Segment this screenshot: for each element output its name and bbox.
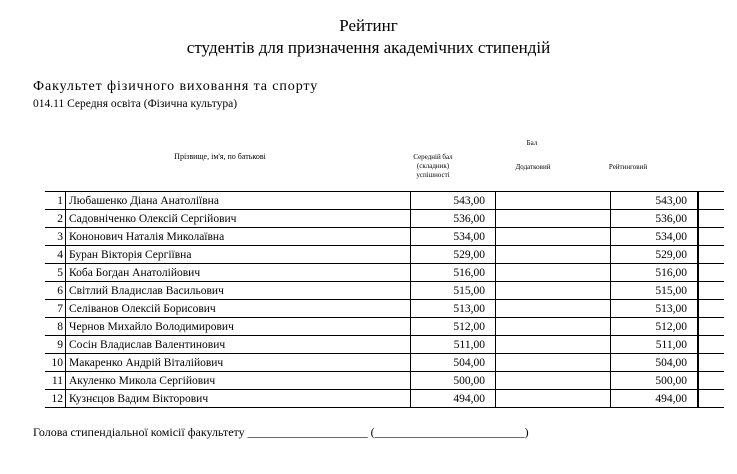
- rating-score: 515,00: [611, 282, 698, 300]
- row-tail-divider: [698, 210, 699, 227]
- program-name: 014.11 Середня освіта (Фізична культура): [33, 98, 238, 110]
- avg-score: 500,00: [411, 372, 496, 390]
- row-tail-cell: [698, 318, 725, 336]
- student-name: Любашенко Діана Анатоліївна: [66, 192, 411, 210]
- avg-score: 494,00: [411, 390, 496, 408]
- student-name: Садовніченко Олексій Сергійович: [66, 210, 411, 228]
- additional-score: [496, 192, 611, 210]
- row-tail-cell: [698, 282, 725, 300]
- table-row: [45, 354, 724, 372]
- document-title: Рейтинг: [339, 16, 398, 35]
- footer-signature-line: Голова стипендіальної комісії факультету ____________________ (_________________________): [33, 425, 529, 439]
- additional-score: [496, 246, 611, 264]
- row-number: 12: [45, 390, 66, 408]
- student-name: Чернов Михайло Володимирович: [66, 318, 411, 336]
- row-tail-cell: [698, 228, 725, 246]
- row-number: 6: [45, 282, 66, 300]
- row-tail-divider: [698, 372, 699, 389]
- avg-score: 529,00: [411, 246, 496, 264]
- row-tail-cell: [698, 390, 725, 408]
- additional-score: [496, 354, 611, 372]
- student-name: Світлий Владислав Васильович: [66, 282, 411, 300]
- student-name: Макаренко Андрій Віталійович: [66, 354, 411, 372]
- table-row: [45, 210, 724, 228]
- row-tail-cell: [698, 246, 725, 264]
- student-name: Коба Богдан Анатолійович: [66, 264, 411, 282]
- additional-score: [496, 210, 611, 228]
- row-number: 9: [45, 336, 66, 354]
- row-tail-divider: [698, 318, 699, 335]
- rating-score: 534,00: [611, 228, 698, 246]
- row-tail-cell: [698, 354, 725, 372]
- rating-score: 536,00: [611, 210, 698, 228]
- additional-score: [496, 390, 611, 408]
- header-name: Прізвище, ім'я, по батькові: [174, 152, 266, 161]
- row-number: 1: [45, 192, 66, 210]
- row-tail-divider: [698, 390, 699, 407]
- row-tail-divider: [698, 192, 699, 209]
- table-row: [45, 282, 724, 300]
- row-tail-cell: [698, 192, 725, 210]
- additional-score: [496, 228, 611, 246]
- row-tail-divider: [698, 354, 699, 371]
- row-tail-cell: [698, 264, 725, 282]
- row-tail-cell: [698, 210, 725, 228]
- additional-score: [496, 264, 611, 282]
- avg-score: 513,00: [411, 300, 496, 318]
- student-name: Буран Вікторія Сергіївна: [66, 246, 411, 264]
- row-tail-divider: [698, 228, 699, 245]
- row-tail-cell: [698, 372, 725, 390]
- student-name: Кузнєцов Вадим Вікторович: [66, 390, 411, 408]
- header-avg: Середній бал (складник) успішності: [413, 153, 453, 179]
- rating-score: 512,00: [611, 318, 698, 336]
- rating-score: 511,00: [611, 336, 698, 354]
- student-name: Акуленко Микола Сергійович: [66, 372, 411, 390]
- table-row: [45, 390, 724, 408]
- avg-score: 534,00: [411, 228, 496, 246]
- row-number: 10: [45, 354, 66, 372]
- row-tail-divider: [698, 264, 699, 281]
- rating-score: 494,00: [611, 390, 698, 408]
- row-number: 5: [45, 264, 66, 282]
- table-row: [45, 246, 724, 264]
- table-row: [45, 228, 724, 246]
- additional-score: [496, 300, 611, 318]
- row-number: 2: [45, 210, 66, 228]
- table-row: [45, 336, 724, 354]
- table-row: [45, 372, 724, 390]
- row-tail-divider: [698, 282, 699, 299]
- avg-score: 512,00: [411, 318, 496, 336]
- avg-score: 504,00: [411, 354, 496, 372]
- avg-score: 516,00: [411, 264, 496, 282]
- header-ball: Бал: [526, 139, 538, 147]
- additional-score: [496, 318, 611, 336]
- student-name: Сосін Владислав Валентинович: [66, 336, 411, 354]
- avg-score: 536,00: [411, 210, 496, 228]
- rating-table: [45, 191, 724, 408]
- table-row: [45, 300, 724, 318]
- student-name: Кононович Наталія Миколаївна: [66, 228, 411, 246]
- row-tail-divider: [698, 300, 699, 317]
- row-number: 4: [45, 246, 66, 264]
- student-name: Селіванов Олексій Борисович: [66, 300, 411, 318]
- row-tail-divider: [698, 336, 699, 353]
- row-number: 3: [45, 228, 66, 246]
- row-tail-cell: [698, 336, 725, 354]
- additional-score: [496, 336, 611, 354]
- header-additional: Додатковий: [515, 163, 551, 171]
- row-tail-divider: [698, 246, 699, 263]
- rating-score: 513,00: [611, 300, 698, 318]
- header-rating: Рейтинговий: [608, 163, 648, 171]
- avg-score: 511,00: [411, 336, 496, 354]
- rating-score: 516,00: [611, 264, 698, 282]
- table-row: [45, 318, 724, 336]
- row-tail-cell: [698, 300, 725, 318]
- rating-score: 529,00: [611, 246, 698, 264]
- row-number: 7: [45, 300, 66, 318]
- row-number: 8: [45, 318, 66, 336]
- document-subtitle: студентів для призначення академічних стипендій: [186, 38, 551, 57]
- table-row: [45, 264, 724, 282]
- row-number: 11: [45, 372, 66, 390]
- table-row: [45, 192, 724, 210]
- avg-score: 543,00: [411, 192, 496, 210]
- rating-score: 500,00: [611, 372, 698, 390]
- faculty-name: Факультет фізичного виховання та спорту: [33, 79, 319, 94]
- avg-score: 515,00: [411, 282, 496, 300]
- additional-score: [496, 372, 611, 390]
- rating-score: 504,00: [611, 354, 698, 372]
- rating-score: 543,00: [611, 192, 698, 210]
- additional-score: [496, 282, 611, 300]
